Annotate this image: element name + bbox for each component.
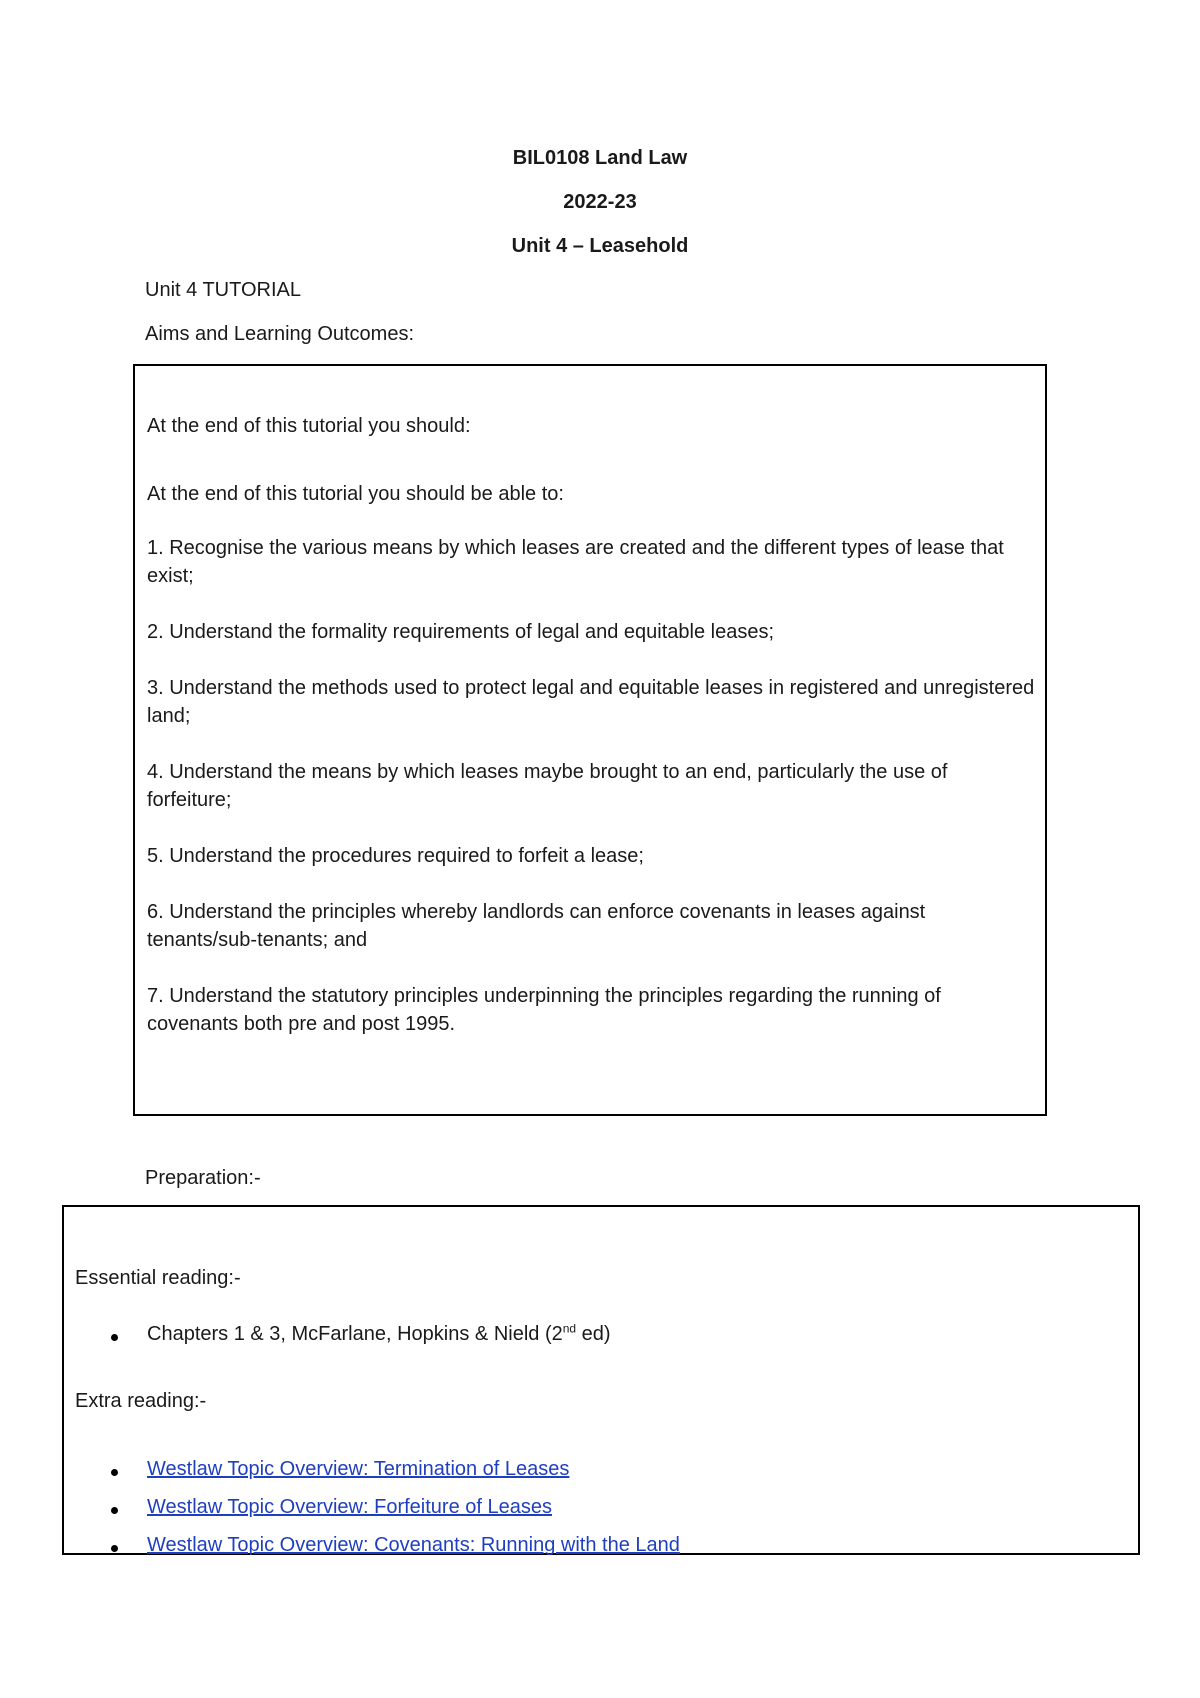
essential-item-suffix: ed) — [576, 1323, 611, 1345]
course-title: BIL0108 Land Law — [512, 147, 688, 169]
bullet-icon — [111, 1334, 118, 1341]
outcome-item: 5. Understand the procedures required to forfeit a lease; — [147, 845, 644, 867]
outcomes-intro-2: At the end of this tutorial you should be able to: — [147, 483, 564, 505]
academic-year: 2022-23 — [563, 191, 637, 213]
outcome-item: 1. Recognise the various means by which leases are created and the different types of lease that exist; — [147, 537, 1004, 587]
learning-outcomes-box — [133, 364, 1047, 1116]
link-forfeiture-of-leases[interactable]: Westlaw Topic Overview: Forfeiture of Leases — [147, 1496, 552, 1518]
link-termination-of-leases[interactable]: Westlaw Topic Overview: Termination of Leases — [147, 1458, 570, 1480]
bullet-icon — [111, 1469, 118, 1476]
unit-title: Unit 4 – Leasehold — [511, 235, 689, 257]
preparation-label: Preparation:- — [145, 1167, 261, 1189]
outcome-item: 6. Understand the principles whereby landlords can enforce covenants in leases against tenants/sub-tenants; and — [147, 901, 926, 951]
bullet-icon — [111, 1507, 118, 1514]
outcome-item: 3. Understand the methods used to protect legal and equitable leases in registered and unregistered land; — [147, 677, 1035, 727]
edition-superscript: nd — [562, 1321, 577, 1336]
essential-reading-label: Essential reading:- — [75, 1267, 241, 1289]
outcome-item: 7. Understand the statutory principles underpinning the principles regarding the running of covenants both pre and post 1995. — [147, 985, 941, 1035]
outcomes-intro-1: At the end of this tutorial you should: — [147, 415, 471, 437]
essential-item-text: Chapters 1 & 3, McFarlane, Hopkins & Nield (2 — [147, 1323, 563, 1345]
tutorial-heading: Unit 4 TUTORIAL — [145, 279, 301, 301]
outcome-item: 4. Understand the means by which leases maybe brought to an end, particularly the use of forfeiture; — [147, 761, 948, 811]
outcome-item: 2. Understand the formality requirements of legal and equitable leases; — [147, 621, 775, 643]
aims-label: Aims and Learning Outcomes: — [145, 323, 415, 345]
extra-reading-label: Extra reading:- — [75, 1390, 207, 1412]
reading-box — [62, 1205, 1140, 1555]
link-covenants-running-with-land[interactable]: Westlaw Topic Overview: Covenants: Running with the Land — [147, 1534, 680, 1556]
bullet-icon — [111, 1545, 118, 1552]
essential-reading-item — [147, 1320, 611, 1348]
